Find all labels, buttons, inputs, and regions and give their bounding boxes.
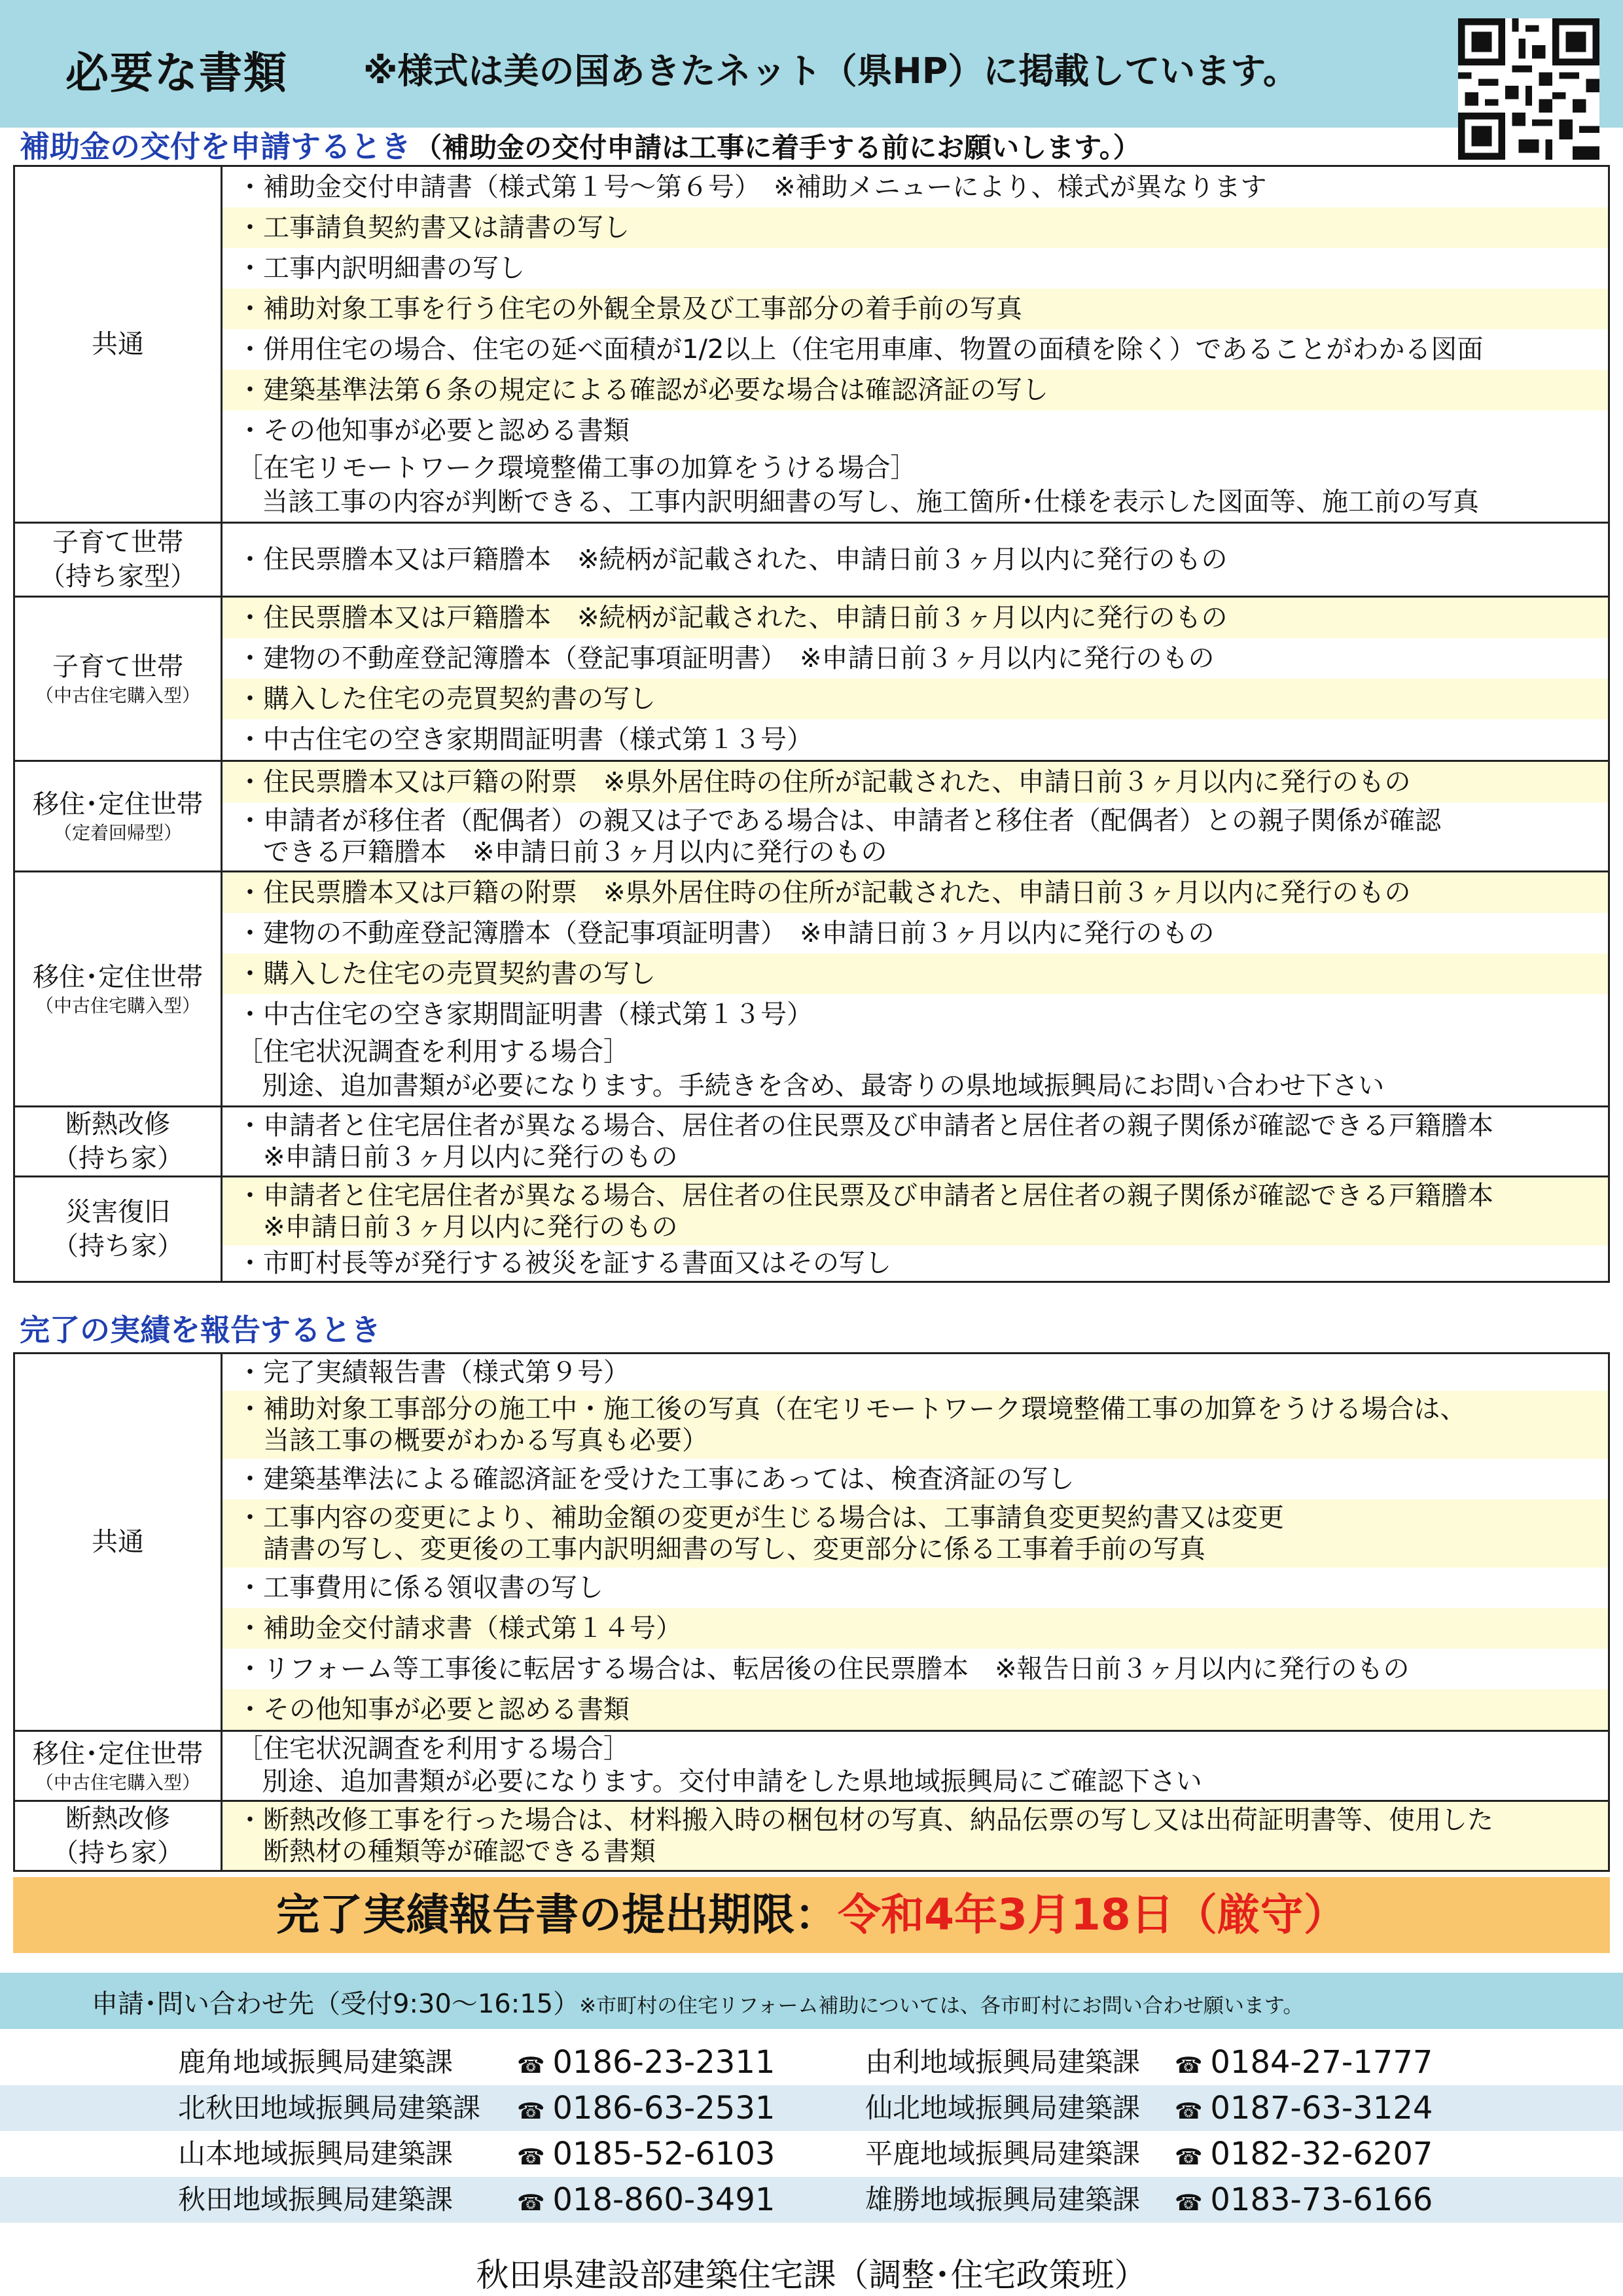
deadline-label: 完了実績報告書の提出期限： bbox=[276, 1890, 838, 1940]
list-item-line: ・補助対象工事部分の施工中・施工後の写真（在宅リモートワーク環境整備工事の加算をうける場合は、 bbox=[237, 1394, 1467, 1424]
list-item: ・購入した住宅の売買契約書の写し bbox=[223, 679, 1608, 719]
list-item: ・建物の不動産登記簿謄本（登記事項証明書） ※申請日前３ヶ月以内に発行のもの bbox=[237, 918, 1215, 948]
apply-section-title: 補助金の交付を申請するとき bbox=[20, 129, 411, 164]
phone-number: 0186-23-2311 bbox=[552, 2044, 776, 2081]
office-phone[interactable] bbox=[1175, 2131, 1433, 2180]
category-label: 移住･定住世帯 bbox=[33, 789, 203, 819]
telephone-icon: ☎ bbox=[517, 2053, 545, 2079]
items-cell bbox=[222, 872, 1609, 1107]
office-name: 仙北地域振興局建築課 bbox=[865, 2092, 1141, 2124]
contact-row bbox=[0, 2039, 1623, 2085]
page-title: 必要な書類 bbox=[65, 48, 288, 98]
category-sublabel: （持ち家） bbox=[52, 1231, 183, 1261]
apply-row-saigai bbox=[14, 1177, 1609, 1282]
apply-section-heading bbox=[20, 123, 1141, 166]
report-section-heading bbox=[20, 1306, 381, 1350]
category-label: 子育て世帯 bbox=[52, 528, 183, 558]
extra-condition-body: 別途、追加書類が必要になります。交付申請をした県地域振興局にご確認下さい bbox=[262, 1767, 1202, 1797]
list-item: ・住民票謄本又は戸籍謄本 ※続柄が記載された、申請日前３ヶ月以内に発行のもの bbox=[237, 545, 1228, 575]
category-cell bbox=[14, 523, 222, 597]
extra-condition-body: 当該工事の内容が判断できる、工事内訳明細書の写し、施工箇所･仕様を表示した図面等、施工前の写真 bbox=[262, 487, 1479, 517]
category-cell bbox=[14, 1354, 222, 1731]
phone-number: 0183-73-6166 bbox=[1210, 2181, 1433, 2218]
office-name: 鹿角地域振興局建築課 bbox=[178, 2046, 454, 2078]
list-item: ・補助対象工事を行う住宅の外観全景及び工事部分の着手前の写真 bbox=[223, 289, 1608, 329]
telephone-icon: ☎ bbox=[1175, 2098, 1203, 2125]
list-item: ・補助金交付申請書（様式第１号～第６号） ※補助メニューにより、様式が異なります bbox=[237, 172, 1267, 202]
contact-row bbox=[0, 2131, 1623, 2177]
category-label: 子育て世帯 bbox=[52, 652, 183, 682]
list-item-line: ※申請日前３ヶ月以内に発行のもの bbox=[263, 1212, 678, 1242]
category-cell bbox=[14, 597, 222, 761]
phone-number: 0182-32-6207 bbox=[1210, 2136, 1433, 2172]
list-item: ・購入した住宅の売買契約書の写し bbox=[223, 954, 1608, 994]
apply-row-dannetsu bbox=[14, 1107, 1609, 1177]
list-item bbox=[223, 1177, 1608, 1246]
category-label: 移住･定住世帯 bbox=[33, 962, 203, 992]
category-sublabel: （定着回帰型） bbox=[53, 822, 182, 844]
list-item-line: できる戸籍謄本 ※申請日前３ヶ月以内に発行のもの bbox=[263, 837, 887, 867]
office-phone[interactable] bbox=[517, 2177, 775, 2226]
apply-section-note: （補助金の交付申請は工事に着手する前にお願いします。） bbox=[414, 132, 1141, 164]
office-name: 山本地域振興局建築課 bbox=[178, 2138, 454, 2170]
list-item: ・その他知事が必要と認める書類 bbox=[237, 416, 630, 446]
list-item: ・市町村長等が発行する被災を証する書面又はその写し bbox=[237, 1248, 891, 1278]
office-phone[interactable] bbox=[517, 2039, 775, 2089]
list-item: ・建築基準法による確認済証を受けた工事にあっては、検査済証の写し bbox=[237, 1464, 1075, 1494]
office-phone[interactable] bbox=[1175, 2039, 1433, 2089]
apply-requirements-table bbox=[13, 165, 1610, 1283]
list-item: ・リフォーム等工事後に転居する場合は、転居後の住民票謄本 ※報告日前３ヶ月以内に発行のもの bbox=[237, 1654, 1410, 1684]
deadline-date: 令和4年3月18日（厳守） bbox=[838, 1890, 1347, 1940]
telephone-icon: ☎ bbox=[517, 2144, 545, 2170]
office-name: 秋田地域振興局建築課 bbox=[178, 2183, 454, 2215]
telephone-icon: ☎ bbox=[1175, 2053, 1203, 2079]
items-cell bbox=[222, 166, 1609, 523]
items-cell bbox=[222, 1731, 1609, 1801]
list-item bbox=[223, 1107, 1608, 1175]
list-item: ・併用住宅の場合、住宅の延べ面積が1/2以上（住宅用車庫、物置の面積を除く）であることがわかる図面 bbox=[237, 334, 1484, 365]
list-item-line: ※申請日前３ヶ月以内に発行のもの bbox=[263, 1142, 678, 1172]
items-cell bbox=[222, 523, 1609, 597]
contact-row bbox=[0, 2177, 1623, 2223]
items-cell bbox=[222, 597, 1609, 761]
header-note: ※様式は美の国あきたネット（県HP）に掲載しています。 bbox=[363, 50, 1298, 92]
contact-title: 申請･問い合わせ先（受付9:30～16:15） bbox=[92, 1989, 580, 2019]
extra-condition-title: ［在宅リモートワーク環境整備工事の加算をうける場合］ bbox=[237, 453, 917, 483]
footer-department: 秋田県建設部建築住宅課（調整･住宅政策班） bbox=[476, 2256, 1147, 2294]
extra-condition-title: ［住宅状況調査を利用する場合］ bbox=[237, 1734, 630, 1764]
office-name: 平鹿地域振興局建築課 bbox=[865, 2138, 1141, 2170]
list-item: ・補助金交付請求書（様式第１４号） bbox=[223, 1608, 1608, 1649]
items-cell bbox=[222, 1177, 1609, 1282]
office-name: 北秋田地域振興局建築課 bbox=[178, 2092, 481, 2124]
category-cell bbox=[14, 872, 222, 1107]
list-item-line: ・断熱改修工事を行った場合は、材料搬入時の梱包材の写真、納品伝票の写し又は出荷証明書等、使用した bbox=[237, 1805, 1493, 1835]
list-item-line: ・申請者と住宅居住者が異なる場合、居住者の住民票及び申請者と居住者の親子関係が確認できる戸籍謄本 bbox=[237, 1111, 1493, 1141]
phone-number: 0186-63-2531 bbox=[552, 2090, 776, 2126]
telephone-icon: ☎ bbox=[517, 2098, 545, 2125]
report-row-common bbox=[14, 1354, 1609, 1731]
category-sublabel: （中古住宅購入型） bbox=[35, 995, 200, 1016]
extra-condition-title: ［住宅状況調査を利用する場合］ bbox=[237, 1037, 630, 1067]
category-label: 断熱改修 bbox=[65, 1109, 170, 1139]
category-label: 共通 bbox=[92, 1527, 144, 1557]
items-cell bbox=[222, 1801, 1609, 1871]
telephone-icon: ☎ bbox=[1175, 2144, 1203, 2170]
phone-number: 018-860-3491 bbox=[552, 2181, 776, 2218]
category-sublabel: （中古住宅購入型） bbox=[35, 1772, 200, 1793]
category-cell bbox=[14, 1731, 222, 1801]
list-item: ・中古住宅の空き家期間証明書（様式第１３号） bbox=[237, 999, 813, 1030]
report-row-iju-used bbox=[14, 1731, 1609, 1801]
list-item-line: ・申請者が移住者（配偶者）の親又は子である場合は、申請者と移住者（配偶者）との親子関係が確認 bbox=[237, 806, 1441, 836]
list-item: ・住民票謄本又は戸籍謄本 ※続柄が記載された、申請日前３ヶ月以内に発行のもの bbox=[223, 598, 1608, 638]
list-item: ・中古住宅の空き家期間証明書（様式第１３号） bbox=[237, 725, 813, 755]
report-requirements-table bbox=[13, 1352, 1610, 1872]
office-phone[interactable] bbox=[1175, 2177, 1433, 2226]
list-item-line: ・工事内容の変更により、補助金額の変更が生じる場合は、工事請負変更契約書又は変更 bbox=[237, 1503, 1284, 1533]
list-item: ・工事費用に係る領収書の写し bbox=[237, 1573, 603, 1603]
contact-heading bbox=[92, 1983, 1303, 2020]
apply-row-kosodate-used bbox=[14, 597, 1609, 761]
list-item bbox=[223, 1802, 1608, 1870]
deadline-text bbox=[13, 1877, 1610, 1953]
list-item: ・その他知事が必要と認める書類 bbox=[223, 1689, 1608, 1730]
list-item bbox=[223, 802, 1608, 870]
apply-row-iju-used bbox=[14, 872, 1609, 1107]
office-name: 由利地域振興局建築課 bbox=[865, 2046, 1141, 2078]
office-phone[interactable] bbox=[1175, 2085, 1433, 2134]
category-cell bbox=[14, 1107, 222, 1177]
category-label: 共通 bbox=[92, 329, 144, 359]
category-sublabel: （中古住宅購入型） bbox=[35, 685, 200, 706]
list-item-line: 請書の写し、変更後の工事内訳明細書の写し、変更部分に係る工事着手前の写真 bbox=[263, 1534, 1205, 1564]
phone-number: 0184-27-1777 bbox=[1210, 2044, 1433, 2081]
category-sublabel: （持ち家） bbox=[52, 1143, 183, 1174]
category-label: 断熱改修 bbox=[65, 1804, 170, 1834]
list-item bbox=[223, 1499, 1608, 1568]
category-cell bbox=[14, 1801, 222, 1871]
list-item-line: 当該工事の概要がわかる写真も必要） bbox=[263, 1426, 708, 1456]
office-phone[interactable] bbox=[517, 2085, 775, 2134]
list-item: ・住民票謄本又は戸籍の附票 ※県外居住時の住所が記載された、申請日前３ヶ月以内に発行のもの bbox=[223, 872, 1608, 913]
telephone-icon: ☎ bbox=[1175, 2190, 1203, 2216]
list-item-line: 断熱材の種類等が確認できる書類 bbox=[263, 1837, 656, 1867]
qr-code-icon[interactable] bbox=[1458, 18, 1599, 160]
category-cell bbox=[14, 166, 222, 523]
list-item bbox=[223, 1391, 1608, 1459]
category-cell bbox=[14, 1177, 222, 1282]
list-item-line: ・申請者と住宅居住者が異なる場合、居住者の住民票及び申請者と居住者の親子関係が確認できる戸籍謄本 bbox=[237, 1181, 1493, 1211]
category-label: 移住･定住世帯 bbox=[33, 1739, 203, 1769]
contact-row bbox=[0, 2085, 1623, 2131]
list-item: ・建築基準法第６条の規定による確認が必要な場合は確認済証の写し bbox=[223, 370, 1608, 410]
office-phone[interactable] bbox=[517, 2131, 775, 2180]
list-item: ・建物の不動産登記簿謄本（登記事項証明書） ※申請日前３ヶ月以内に発行のもの bbox=[237, 643, 1215, 673]
contact-note: ※市町村の住宅リフォーム補助については、各市町村にお問い合わせ願います。 bbox=[579, 1994, 1304, 2018]
extra-condition-body: 別途、追加書類が必要になります。手続きを含め、最寄りの県地域振興局にお問い合わせ下さい bbox=[262, 1071, 1385, 1101]
list-item: ・工事請負契約書又は請書の写し bbox=[223, 207, 1608, 248]
category-sublabel: （持ち家型） bbox=[39, 562, 196, 592]
telephone-icon: ☎ bbox=[517, 2190, 545, 2216]
phone-number: 0185-52-6103 bbox=[552, 2136, 776, 2172]
phone-number: 0187-63-3124 bbox=[1210, 2090, 1433, 2126]
report-row-dannetsu bbox=[14, 1801, 1609, 1871]
apply-row-common bbox=[14, 166, 1609, 523]
category-label: 災害復旧 bbox=[65, 1197, 170, 1227]
list-item: ・完了実績報告書（様式第９号） bbox=[237, 1357, 630, 1388]
items-cell bbox=[222, 1107, 1609, 1177]
apply-row-iju-return bbox=[14, 761, 1609, 872]
apply-row-kosodate-own bbox=[14, 523, 1609, 597]
items-cell bbox=[222, 761, 1609, 872]
list-item: ・工事内訳明細書の写し bbox=[237, 253, 525, 283]
category-cell bbox=[14, 761, 222, 872]
office-name: 雄勝地域振興局建築課 bbox=[865, 2183, 1141, 2215]
items-cell bbox=[222, 1354, 1609, 1731]
category-sublabel: （持ち家） bbox=[52, 1838, 183, 1868]
list-item: ・住民票謄本又は戸籍の附票 ※県外居住時の住所が記載された、申請日前３ヶ月以内に発行のもの bbox=[223, 762, 1608, 802]
report-section-title: 完了の実績を報告するとき bbox=[20, 1312, 381, 1348]
